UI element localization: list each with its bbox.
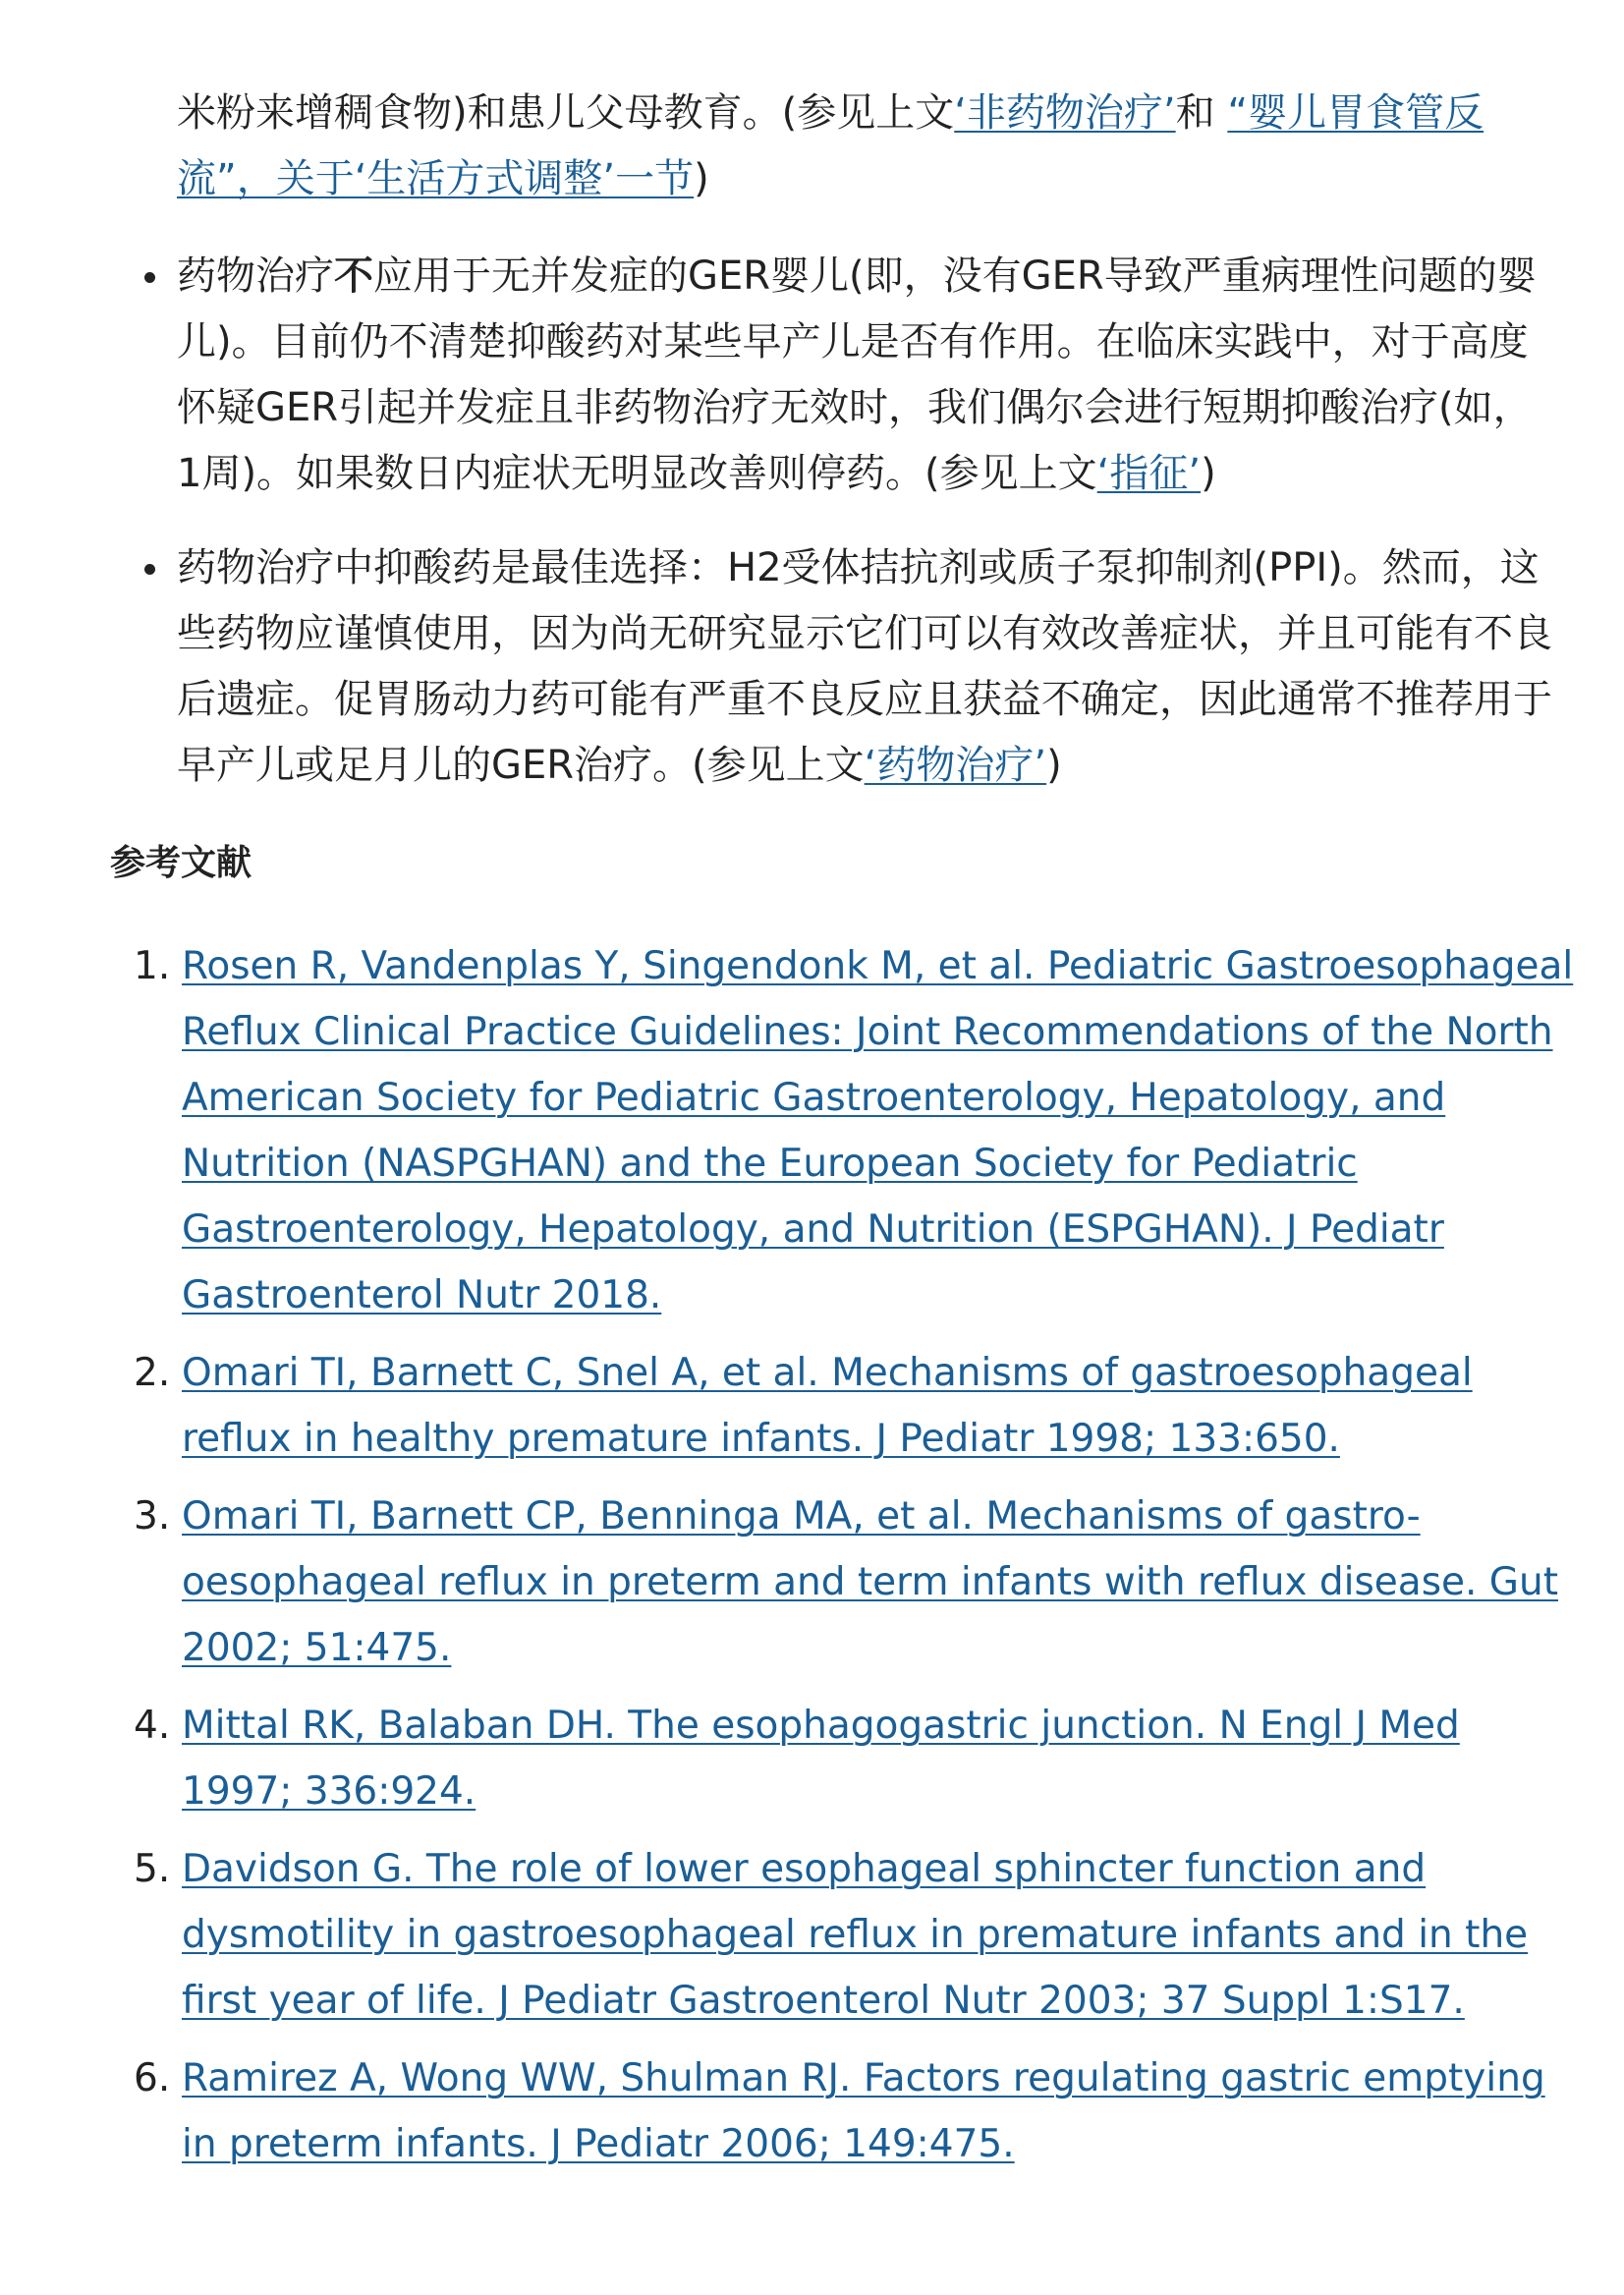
continuation-and-text: 和 [1175, 90, 1228, 136]
reference-number: 5. [134, 1847, 171, 1891]
reference-item [0, 933, 1577, 1328]
reference-link[interactable]: Davidson G. The role of lower esophageal sphincter function and dysmotility in gastroesophageal reflux in premature infants and in the first year of life. J Pediatr Gastroenterol Nutr 2003; 37 Suppl 1:S17. [182, 1847, 1529, 2023]
link-nonpharm-therapy[interactable]: ‘非药物治疗’ [954, 90, 1176, 136]
reference-number: 6. [134, 2056, 171, 2100]
link-infant-ger-lifestyle[interactable]: “婴儿胃食管反流”，关于‘生活方式调整’一节 [177, 90, 1484, 201]
reference-link[interactable]: Mittal RK, Balaban DH. The esophagogastric junction. N Engl J Med 1997; 336:924. [182, 1704, 1460, 1814]
continuation-close-paren: ) [694, 156, 709, 201]
references-list [0, 933, 1624, 2189]
bullet-item-acid-suppression [0, 535, 1552, 799]
bullet-dot-icon [144, 272, 155, 283]
link-indications[interactable]: ‘指征’ [1096, 451, 1202, 496]
bullet-text: 应用于无并发症的GER婴儿(即，没有GER导致严重病理性问题的婴儿)。目前仍不清楚抑酸药对某些早产儿是否有作用。在临床实践中，对于高度怀疑GER引起并发症且非药物治疗无效时，我们偶尔会进行短期抑酸治疗(如，1周)。如果数日内症状无明显改善则停药。(参见上文 [177, 253, 1537, 496]
reference-item [0, 1693, 1577, 1824]
bullet-text: 药物治疗中抑酸药是最佳选择：H2受体拮抗剂或质子泵抑制剂(PPI)。然而，这些药物应谨慎使用，因为尚无研究显示它们可以有效改善症状，并且可能有不良后遗症。促胃肠动力药可能有严重不良反应且获益不确定，因此通常不推荐用于早产儿或足月儿的GER治疗。(参见上文 [177, 545, 1552, 788]
summary-bullet-list [0, 244, 1624, 827]
bullet-close-paren: ) [1046, 743, 1062, 788]
continuation-text: 米粉来增稠食物)和患儿父母教育。(参见上文 [177, 90, 955, 136]
reference-link[interactable]: Omari TI, Barnett C, Snel A, et al. Mechanisms of gastroesophageal reflux in healthy premature infants. J Pediatr 1998; 133:650. [182, 1351, 1473, 1461]
reference-number: 3. [134, 1494, 171, 1539]
reference-item [0, 2045, 1577, 2177]
reference-number: 1. [134, 944, 171, 988]
reference-link[interactable]: Ramirez A, Wong WW, Shulman RJ. Factors regulating gastric emptying in preterm infants. J Pediatr 2006; 149:475. [182, 2056, 1545, 2166]
reference-link[interactable]: Rosen R, Vandenplas Y, Singendonk M, et al. Pediatric Gastroesophageal Reflux Clinical Practice Guidelines: Joint Recommendations of the North American Society for Pediatric Gastroenterology, Hepatology, and Nutrition (NASPGHAN) and the European Society for Pediatric Gastroenterology, Hepatology, and Nutrition (ESPGHAN). J Pediatr Gastroenterol Nutr 2018. [182, 944, 1574, 1317]
bullet-emphasis: 不 [334, 253, 373, 299]
reference-number: 2. [134, 1351, 171, 1395]
reference-item [0, 1836, 1577, 2034]
references-heading: 参考文献 [110, 843, 252, 883]
continuation-paragraph [177, 81, 1552, 212]
bullet-item-no-meds [0, 244, 1552, 507]
reference-item [0, 1483, 1577, 1681]
reference-item [0, 1340, 1577, 1472]
reference-link[interactable]: Omari TI, Barnett CP, Benninga MA, et al. Mechanisms of gastro-oesophageal reflux in preterm and term infants with reflux disease. Gut 2002; 51:475. [182, 1494, 1559, 1670]
link-drug-therapy[interactable]: ‘药物治疗’ [864, 743, 1047, 788]
bullet-text: 药物治疗 [177, 253, 334, 299]
bullet-close-paren: ) [1201, 451, 1216, 496]
bullet-dot-icon [144, 564, 155, 575]
reference-number: 4. [134, 1704, 171, 1748]
